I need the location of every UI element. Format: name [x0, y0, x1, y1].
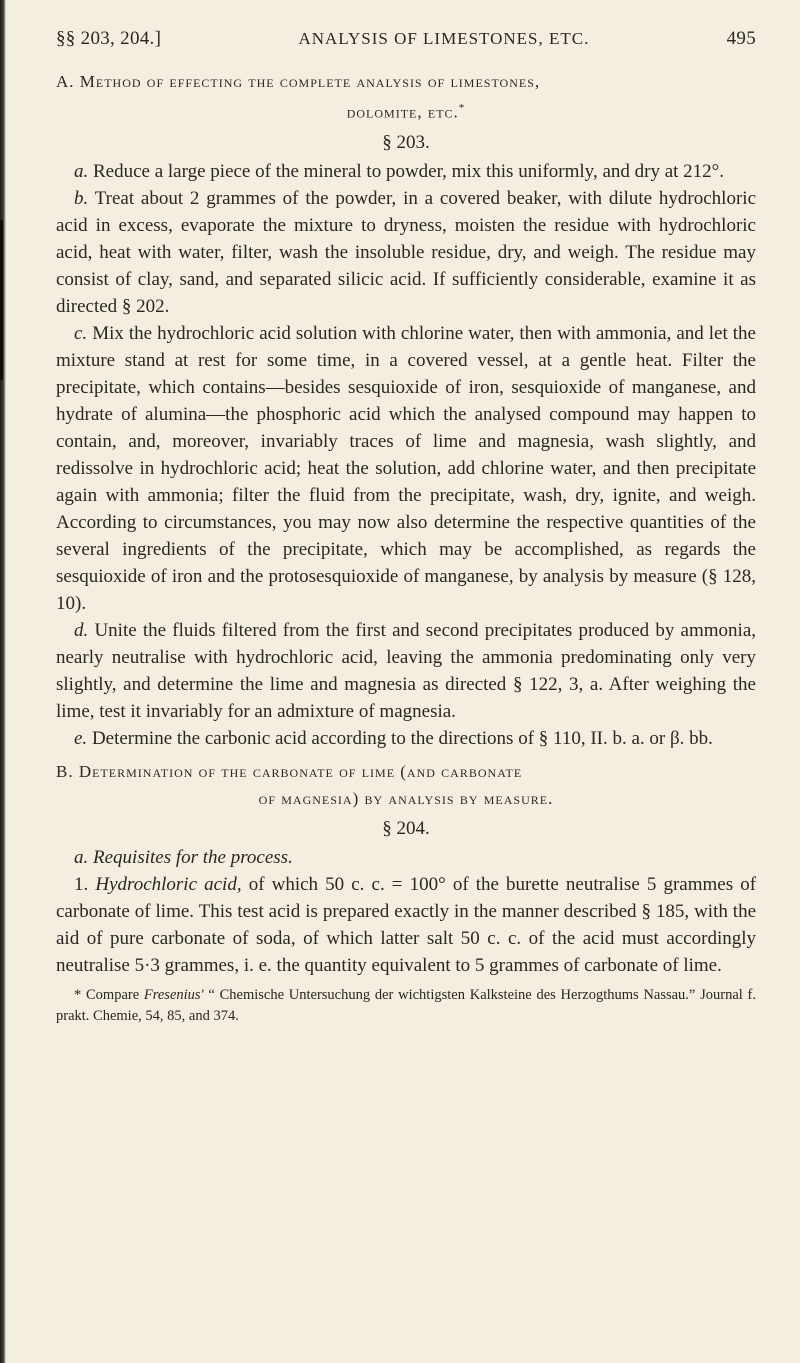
binding-mark [0, 220, 3, 380]
para-text: Unite the fluids filtered from the first and second precipitates produced by ammonia, nearly neutralise with hydrochloric acid, leaving the ammonia predominating only very slightly, and determine the lime and magnesia as directed § 122, 3, a. After weighing the lime, test it invariably for an admixture of magnesia. [56, 619, 756, 722]
requisites-title: Requisites for the process. [93, 846, 293, 868]
book-page [56, 28, 756, 1027]
para-text: Reduce a large piece of the mineral to powder, mix this uniformly, and dry at 212°. [88, 160, 725, 182]
para-label: a. [74, 160, 89, 182]
heading-b [56, 758, 756, 812]
section-204: § 204. [382, 817, 430, 839]
footnote-pre: Compare [81, 986, 144, 1003]
paragraph-d [56, 617, 756, 725]
para-text: Mix the hydrochloric acid solution with chlorine water, then with ammonia, and let the mixture stand at rest for some time, in a covered vessel, at a gentle heat. Filter the precipitate, which contains—besides sesquioxide of iron, sesquioxide of manganese, and hydrate of alumina—the phosphoric acid which the analysed compound may happen to contain, and, moreover, invariably traces of lime and magnesia, wash slightly, and redissolve in hydrochloric acid; heat the solution, add chlorine water, and then precipitate again with ammonia; filter the fluid from the precipitate, wash, dry, ignite, and weigh. According to circumstances, you may now also determine the respective quantities of the several ingredients of the precipitate, which may be accomplished, as regards the sesquioxide of iron and the protosesquioxide of manganese, by analysis by measure (§ 128, 10). [56, 322, 756, 614]
heading-a-line1: A. Method of effecting the complete analysis of limestones, [56, 72, 541, 91]
para-text: Treat about 2 grammes of the powder, in a covered beaker, with dilute hydrochloric acid in excess, evaporate the mixture to dryness, moisten the residue with hydrochloric acid, heat with water, filter, wash the insoluble residue, dry, and weigh. The residue may consist of clay, sand, and separated silicic acid. If sufficiently considerable, examine it as directed § 202. [56, 187, 756, 317]
heading-a [56, 68, 756, 126]
page-spine-shadow [0, 0, 6, 1363]
footnote-text: “ Chemische Untersuchung der wichtigsten Kalksteine des Herzogthums Nassau.” Journal f. prakt. Chemie, 54, 85, and 374. [56, 986, 757, 1024]
item-1 [56, 871, 756, 979]
paragraph-c [56, 320, 756, 617]
heading-a-line2: dolomite, etc. [346, 102, 459, 122]
requisites-heading [56, 844, 756, 871]
section-203: § 203. [382, 131, 430, 153]
heading-b-line2: of magnesia) by analysis by measure. [258, 788, 554, 808]
footnote [56, 985, 756, 1027]
para-label: c. [74, 322, 88, 344]
footnote-marker: * [458, 102, 466, 114]
paragraph-e [56, 725, 756, 752]
running-header [56, 28, 756, 50]
footnote-author: Fresenius' [143, 986, 204, 1003]
header-title: ANALYSIS OF LIMESTONES, ETC. [298, 29, 590, 48]
paragraph-a [56, 158, 756, 185]
item-term: Hydrochloric acid, [95, 873, 242, 895]
para-text: Determine the carbonic acid according to the directions of § 110, II. b. a. or β. bb. [87, 727, 713, 749]
item-number: 1. [74, 873, 89, 895]
footnote-mark: * [74, 986, 82, 1003]
para-label: a. [74, 846, 89, 868]
paragraph-b [56, 185, 756, 320]
header-section-ref: §§ 203, 204.] [56, 28, 162, 49]
para-label: e. [74, 727, 88, 749]
item-text: of which 50 c. c. = 100° of the burette neutralise 5 grammes of carbonate of lime. This test acid is prepared exactly in the manner described § 185, with the aid of pure carbonate of soda, of which latter salt 50 c. c. of the acid must accordingly neutralise 5·3 grammes, i. e. the quantity equivalent to 5 grammes of carbonate of lime. [56, 873, 757, 976]
para-label: b. [74, 187, 89, 209]
para-label: d. [74, 619, 89, 641]
page-number: 495 [726, 28, 756, 49]
heading-b-line1: B. Determination of the carbonate of lime (and carbonate [56, 761, 523, 781]
